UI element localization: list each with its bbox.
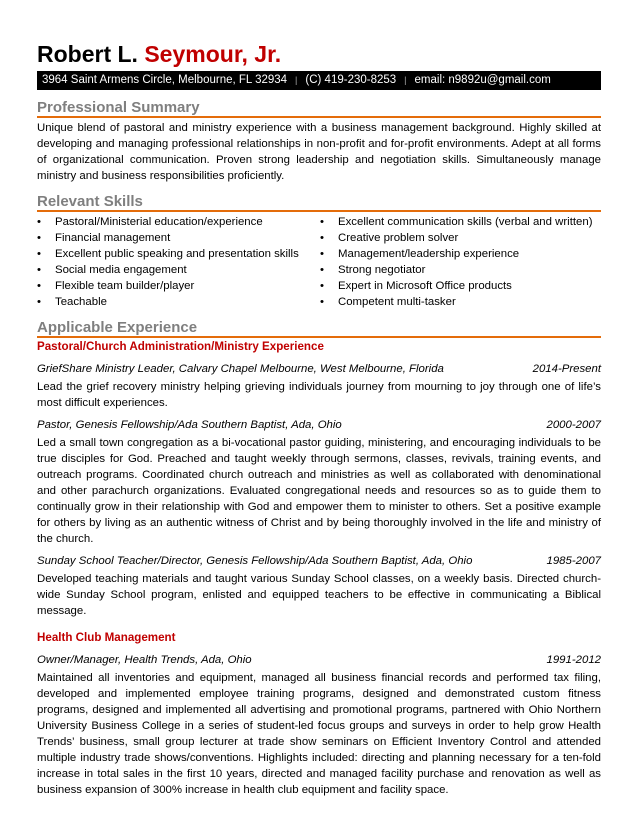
contact-bar: [37, 71, 601, 90]
phone: (C) 419-230-8253: [305, 74, 397, 86]
job-role: Pastor, Genesis Fellowship/Ada Southern Baptist, Ada, Ohio: [37, 419, 342, 431]
candidate-name: [37, 40, 601, 68]
skills-left-column: [37, 214, 320, 310]
skills-right-column: [320, 214, 593, 310]
skill-item: • Flexible team builder/player: [37, 278, 320, 294]
last-name: Seymour, Jr.: [144, 41, 282, 67]
spacer: [37, 619, 601, 629]
experience-title: Applicable Experience: [37, 319, 601, 338]
skill-item: • Excellent public speaking and presentation skills: [37, 246, 320, 262]
first-name: Robert L.: [37, 41, 138, 67]
skills-title: Relevant Skills: [37, 193, 601, 212]
job-role-line: [37, 417, 601, 433]
job-role-line: [37, 361, 601, 377]
job-dates: 2000-2007: [546, 419, 601, 431]
job-description: Lead the grief recovery ministry helping grieving individuals journey from mourning to joy through one of life’s most difficult experiences.: [37, 381, 601, 409]
skill-item: • Excellent communication skills (verbal and written): [320, 214, 593, 230]
separator: |: [295, 75, 298, 85]
job-dates: 1991-2012: [546, 654, 601, 666]
address: 3964 Saint Armens Circle, Melbourne, FL 32934: [42, 74, 288, 86]
job-role: Sunday School Teacher/Director, Genesis Fellowship/Ada Southern Baptist, Ada, Ohio: [37, 555, 473, 567]
job-role: Owner/Manager, Health Trends, Ada, Ohio: [37, 654, 252, 666]
skill-item: • Management/leadership experience: [320, 246, 593, 262]
job-role: GriefShare Ministry Leader, Calvary Chapel Melbourne, West Melbourne, Florida: [37, 363, 444, 375]
job-dates: 1985-2007: [546, 555, 601, 567]
summary-text: Unique blend of pastoral and ministry experience with a business management background. Highly skilled at developing and managing professional relationships in non-profit and for-profit environments. Adept at all forms of organizational communication. Proven strong leadership and negotiation skills. Simultaneously manage ministry and business responsibilities proficiently.: [37, 122, 601, 182]
job-description: Maintained all inventories and equipment, managed all business financial records and performed tax filing, developed and implemented employee training programs, designed and demonstrated custom fitness programs, designed and implemented all advertising and promotional programs, partnered with Ohio Northern University Business College in a series of student-led focus groups and surveys in order to help grow Health Trends’ business, small group lecturer at trade show seminars on Efficient Inventory Control and attended multiple industry trade shows/conventions. Highlights included: directing and planning necessary for a ten-fold increase in total sales in the first 10 years, directed and managed facility purchase and renovation as well as business expansion of 300% increase in health club equipment and facility space.: [37, 672, 601, 796]
job-role-line: [37, 553, 601, 569]
skill-item: • Social media engagement: [37, 262, 320, 278]
job-role-line: [37, 652, 601, 668]
skills-list: [37, 214, 601, 310]
skill-item: • Creative problem solver: [320, 230, 593, 246]
email: email: n9892u@gmail.com: [414, 74, 551, 86]
health-heading: Health Club Management: [37, 631, 176, 644]
job-description: Developed teaching materials and taught various Sunday School classes, on a weekly basis. Directed church-wide Sunday School program, enlisted and equipped teachers to be effective in communicating a Biblical message.: [37, 573, 601, 617]
summary-title: Professional Summary: [37, 99, 601, 118]
job-description: Led a small town congregation as a bi-vocational pastor guiding, ministering, and encouraging individuals to be true disciples for God. Preached and taught weekly through sermons, classes, revivals, training events, and outreach programs. Coordinated church outreach and ministries as well as collaborated with denominational and other parachurch organizations. Evaluated congregational needs and resources so as to guide them to continually grow in their relationship with God and empower them to minister to others. Set a positive example for others by living as an authentic witness of Christ and by being thoroughly involved in the life and ministry of the church.: [37, 437, 601, 545]
pastoral-heading: Pastoral/Church Administration/Ministry Experience: [37, 340, 324, 353]
skill-item: • Teachable: [37, 294, 320, 310]
skill-item: • Financial management: [37, 230, 320, 246]
skill-item: • Competent multi-tasker: [320, 294, 593, 310]
skill-item: • Expert in Microsoft Office products: [320, 278, 593, 294]
job-dates: 2014-Present: [532, 363, 601, 375]
skill-item: • Pastoral/Ministerial education/experience: [37, 214, 320, 230]
separator: |: [404, 75, 407, 85]
skill-item: • Strong negotiator: [320, 262, 593, 278]
